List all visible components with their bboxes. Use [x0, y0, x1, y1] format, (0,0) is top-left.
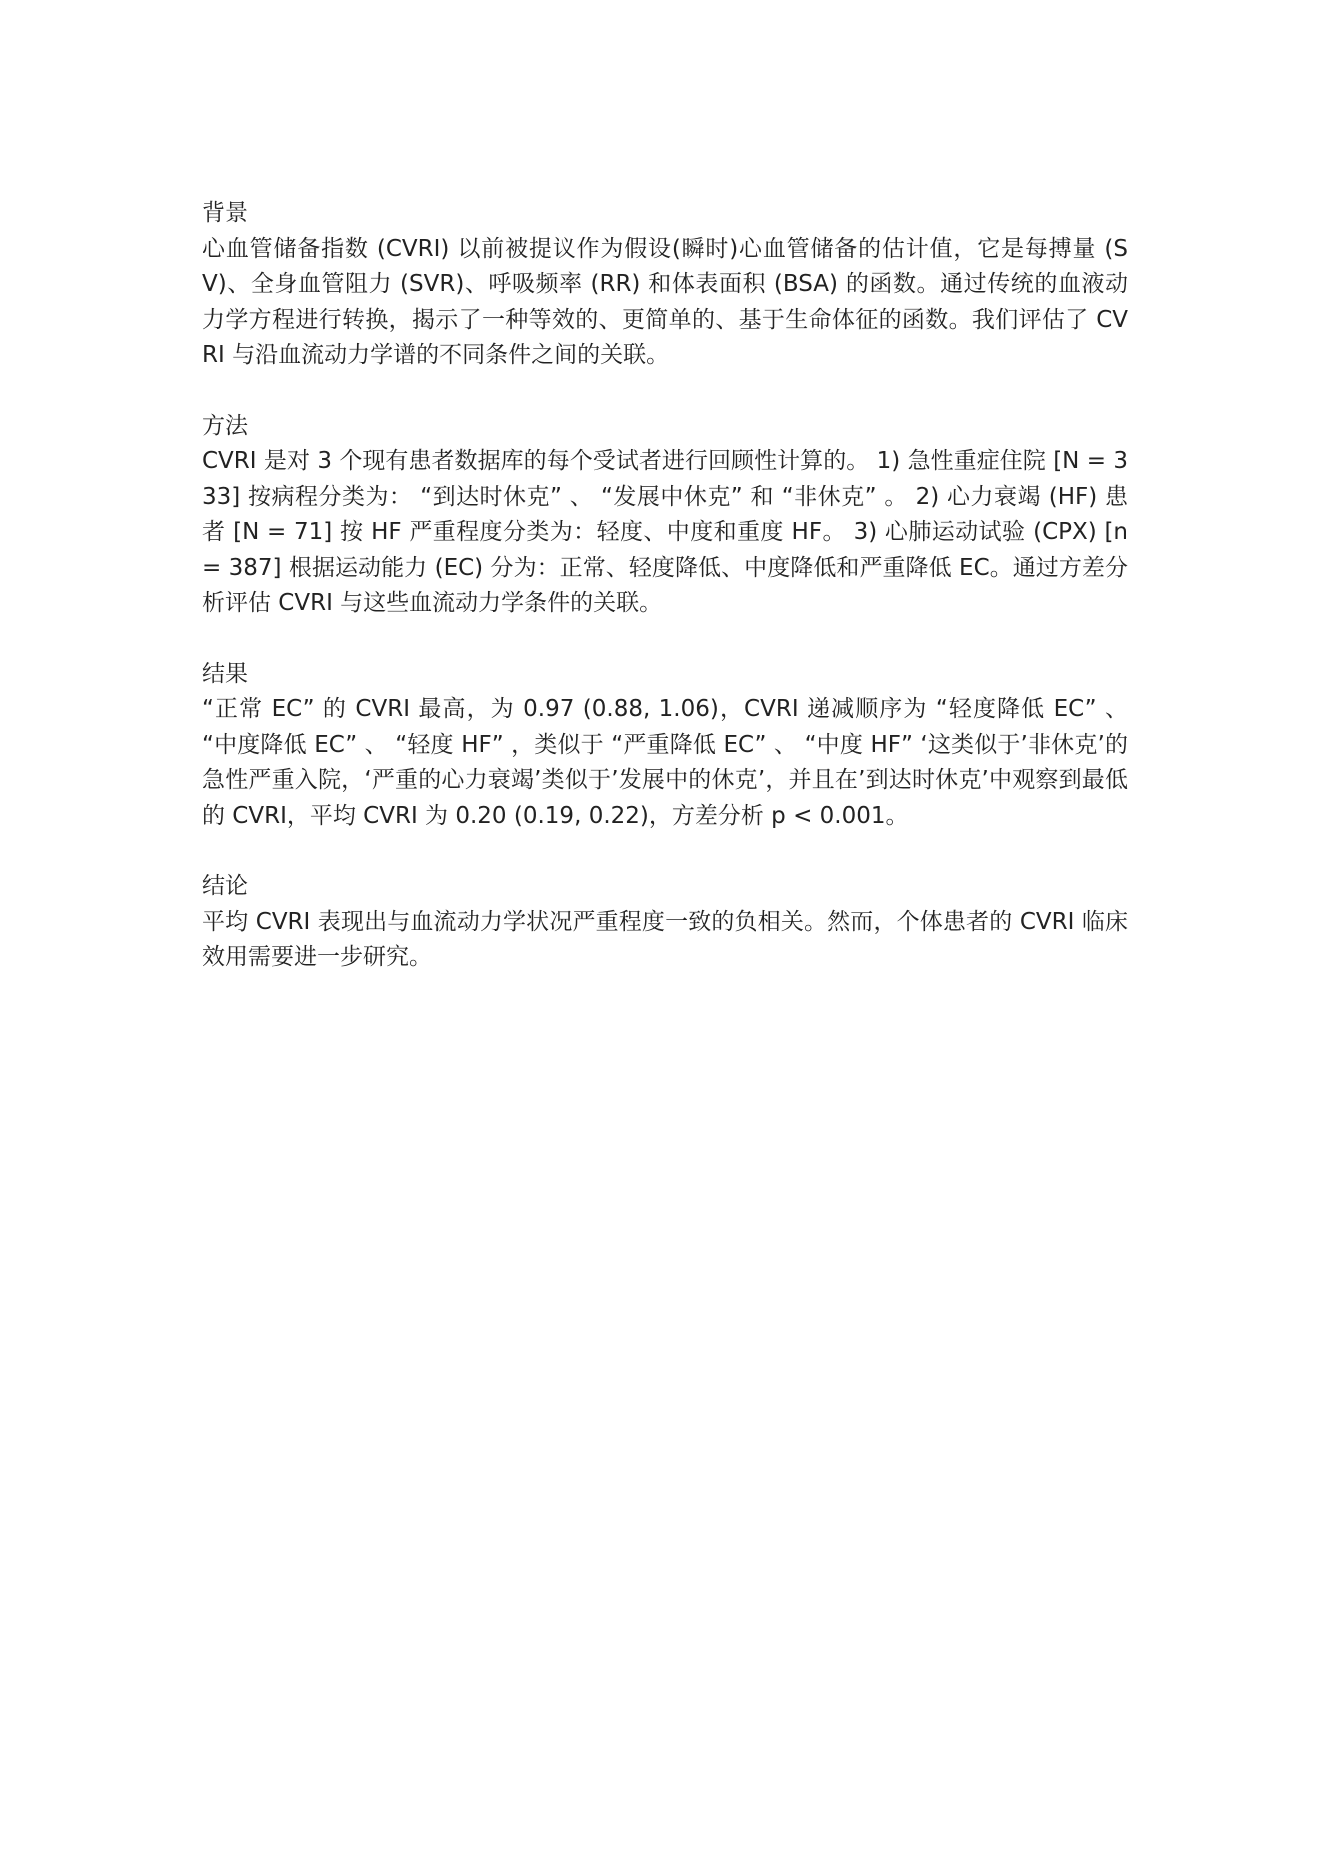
section-heading-methods: 方法 — [202, 412, 248, 439]
section-body-background: 心血管储备指数 (CVRI) 以前被提议作为假设(瞬时)心血管储备的估计值，它是每搏量 (SV)、全身血管阻力 (SVR)、呼吸频率 (RR) 和体表面积 (BSA) 的函数。通过传统的血液动力学方程进行转换，揭示了一种等效的、更简单的、基于生命体征的函数。我们评估了 CVRI 与沿血流动力学谱的不同条件之间的关联。 — [202, 235, 1128, 368]
section-body-conclusion: 平均 CVRI 表现出与血流动力学状况严重程度一致的负相关。然而，个体患者的 CVRI 临床效用需要进一步研究。 — [202, 908, 1128, 970]
section-conclusion — [202, 869, 1128, 976]
section-body-methods: CVRI 是对 3 个现有患者数据库的每个受试者进行回顾性计算的。 1) 急性重症住院 [N = 333] 按病程分类为： “到达时休克” 、 “发展中休克” 和 “非休克” 。 2) 心力衰竭 (HF) 患者 [N = 71] 按 HF 严重程度分类为：轻度、中度和重度 HF。 3) 心肺运动试验 (CPX) [n = 387] 根据运动能力 (EC) 分为：正常、轻度降低、中度降低和严重降低 EC。通过方差分析评估 CVRI 与这些血流动力学条件的关联。 — [202, 448, 1128, 616]
section-heading-results: 结果 — [202, 660, 248, 687]
section-background — [202, 196, 1128, 374]
section-heading-background: 背景 — [202, 200, 248, 226]
section-results — [202, 657, 1128, 835]
section-heading-conclusion: 结论 — [202, 873, 248, 899]
section-methods — [202, 409, 1128, 622]
section-body-results: “正常 EC” 的 CVRI 最高，为 0.97 (0.88, 1.06)，CVRI 递减顺序为 “轻度降低 EC” 、 “中度降低 EC” 、 “轻度 HF” ，类似于 “严重降低 EC” 、 “中度 HF” ‘这类似于’非休克’的急性严重入院，‘严重的心力衰竭’类似于’发展中的休克’，并且在’到达时休克’中观察到最低的 CVRI，平均 CVRI 为 0.20 (0.19, 0.22)，方差分析 p < 0.001。 — [202, 696, 1128, 829]
abstract-content — [202, 196, 1128, 1011]
